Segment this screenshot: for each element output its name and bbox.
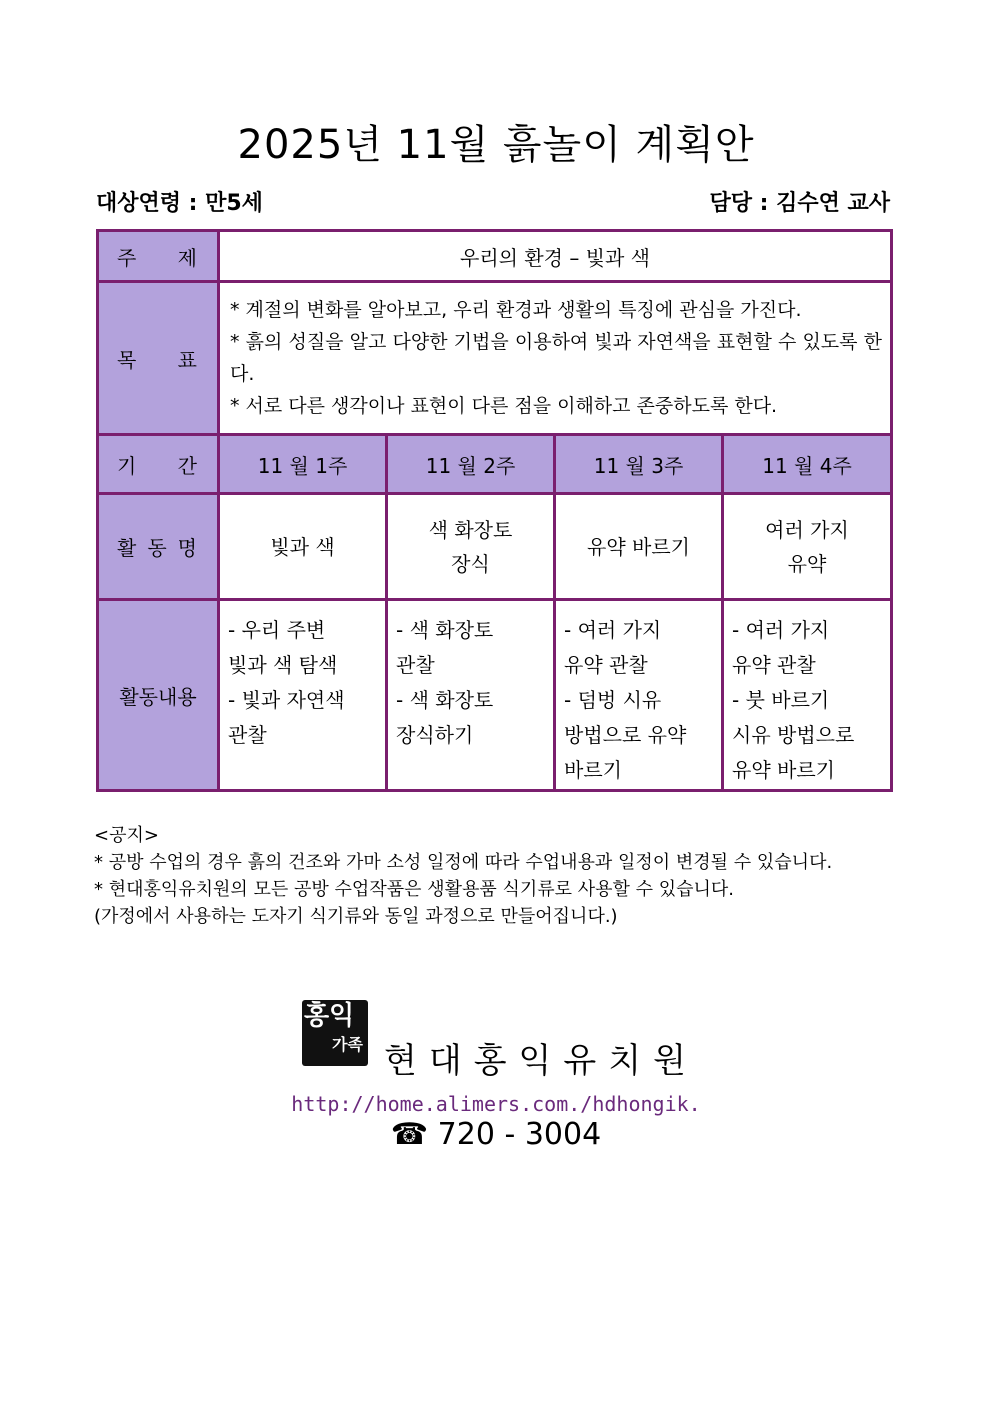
phone-number: ☎ 720 - 3004 (390, 1117, 602, 1152)
week-2: 11 월 2주 (387, 435, 555, 494)
goal-cell (219, 282, 892, 435)
notice-section (94, 822, 902, 930)
activity-name-label: 활 동 명 (98, 494, 219, 600)
notice-line: * 공방 수업의 경우 흙의 건조와 가마 소성 일정에 따라 수업내용과 일정이 변경될 수 있습니다. (94, 852, 833, 873)
theme-label: 주 제 (98, 231, 219, 282)
activity-name-week-3: 유약 바르기 (555, 494, 723, 600)
kindergarten-name: 현대홍익유치원 (384, 1041, 698, 1081)
activity-content-row (98, 600, 892, 791)
activity-name-row (98, 494, 892, 600)
page-title: 2025년 11월 흙놀이 계획안 (237, 122, 755, 168)
activity-content-label: 활동내용 (98, 600, 219, 791)
notice-line: * 현대홍익유치원의 모든 공방 수업작품은 생활용품 식기류로 사용할 수 있습니다. (94, 879, 735, 900)
notice-line: (가정에서 사용하는 도자기 식기류와 동일 과정으로 만들어집니다.) (94, 906, 618, 927)
activity-content-week-1: - 우리 주변 빛과 색 탐색 - 빛과 자연색 관찰 (219, 600, 387, 791)
goal-item: * 흙의 성질을 알고 다양한 기법을 이용하여 빛과 자연색을 표현할 수 있도록 한다. (230, 331, 882, 385)
week-1: 11 월 1주 (219, 435, 387, 494)
hongik-family-logo-icon: 홍익 가족 (302, 1000, 368, 1066)
theme-row (98, 231, 892, 282)
goal-item: * 서로 다른 생각이나 표현이 다른 점을 이해하고 존중하도록 한다. (230, 395, 778, 417)
notice-heading: <공지> (94, 825, 159, 846)
activity-name-week-1: 빛과 색 (219, 494, 387, 600)
theme-value: 우리의 환경 – 빛과 색 (219, 231, 892, 282)
goal-row (98, 282, 892, 435)
goal-item: * 계절의 변화를 알아보고, 우리 환경과 생활의 특징에 관심을 가진다. (230, 299, 802, 321)
plan-table (96, 229, 893, 792)
period-label: 기 간 (98, 435, 219, 494)
period-row (98, 435, 892, 494)
activity-name-week-2: 색 화장토 장식 (387, 494, 555, 600)
target-age: 대상연령 : 만5세 (96, 191, 263, 216)
activity-content-week-2: - 색 화장토 관찰 - 색 화장토 장식하기 (387, 600, 555, 791)
website-url[interactable]: http://home.alimers.com./hdhongik. (291, 1092, 701, 1116)
activity-content-week-4: - 여러 가지 유약 관찰 - 붓 바르기 시유 방법으로 유약 바르기 (723, 600, 892, 791)
week-3: 11 월 3주 (555, 435, 723, 494)
teacher-name: 담당 : 김수연 교사 (709, 191, 890, 216)
activity-name-week-4: 여러 가지 유약 (723, 494, 892, 600)
goal-label: 목 표 (98, 282, 219, 435)
activity-content-week-3: - 여러 가지 유약 관찰 - 덤벙 시유 방법으로 유약 바르기 (555, 600, 723, 791)
week-4: 11 월 4주 (723, 435, 892, 494)
